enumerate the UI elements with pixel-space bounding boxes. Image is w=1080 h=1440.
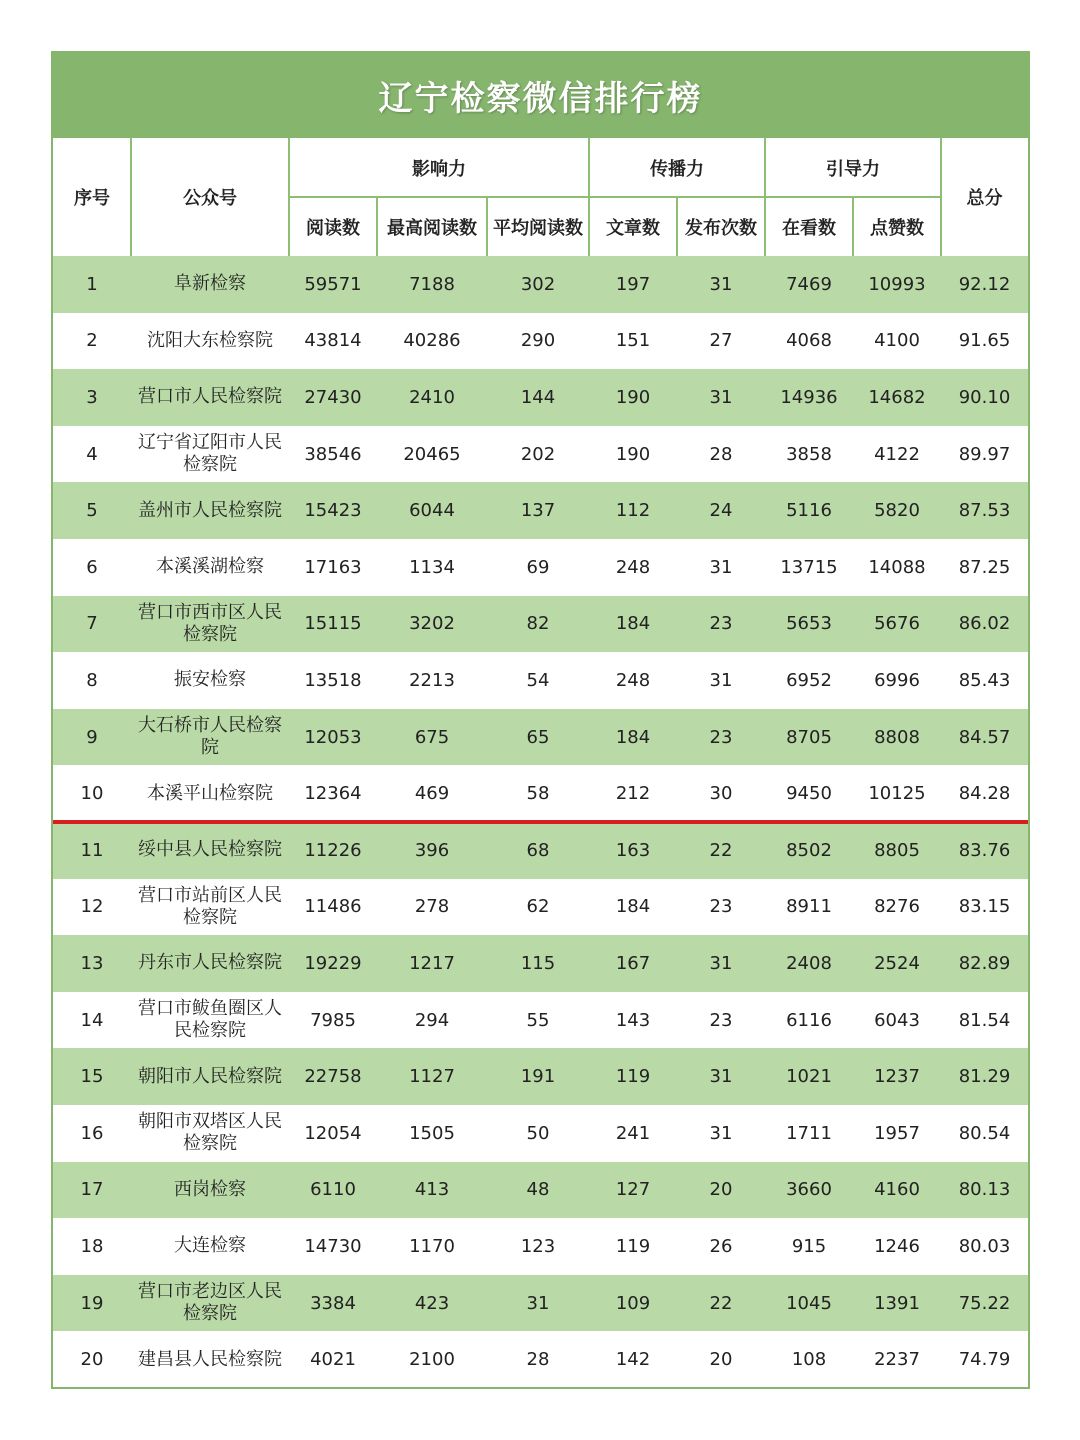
cell-reads: 3384	[310, 1292, 356, 1314]
header-articles: 文章数	[606, 217, 660, 239]
cell-likes: 8276	[874, 896, 920, 918]
cell-articles: 212	[615, 783, 651, 805]
cell-reads: 59571	[304, 273, 362, 295]
cell-max-reads: 1170	[409, 1235, 455, 1257]
header-account: 公众号	[183, 188, 237, 209]
cell-total: 81.54	[958, 1009, 1011, 1031]
table-row	[53, 992, 1028, 1049]
cell-reads: 17163	[304, 556, 362, 578]
cell-likes: 10993	[868, 273, 926, 295]
cell-max-reads: 1134	[409, 556, 455, 578]
cell-reads: 15423	[304, 500, 362, 522]
cell-total: 80.54	[958, 1122, 1011, 1144]
table-row	[53, 1105, 1028, 1162]
cell-watching: 13715	[780, 556, 838, 578]
cell-watching: 14936	[780, 386, 838, 408]
cell-account: 丹东市人民检察院	[138, 952, 282, 974]
cell-watching: 1711	[786, 1122, 832, 1144]
cell-account: 营口市人民检察院	[138, 386, 282, 408]
cell-account: 朝阳市人民检察院	[138, 1065, 282, 1087]
cell-likes: 2237	[874, 1349, 920, 1371]
cell-articles: 119	[615, 1066, 651, 1088]
cell-rank: 16	[80, 1122, 104, 1144]
cell-avg-reads: 62	[526, 896, 550, 918]
cell-reads: 12364	[304, 783, 362, 805]
cell-avg-reads: 50	[526, 1122, 550, 1144]
cell-posts: 31	[709, 669, 733, 691]
ranking-table	[51, 51, 1030, 1389]
cell-rank: 19	[80, 1292, 104, 1314]
cell-total: 81.29	[958, 1066, 1011, 1088]
cell-rank: 11	[80, 839, 104, 861]
cell-posts: 30	[709, 783, 733, 805]
cell-avg-reads: 191	[520, 1066, 556, 1088]
cell-avg-reads: 115	[520, 952, 556, 974]
cell-likes: 4100	[874, 330, 920, 352]
table-row	[53, 879, 1028, 936]
table-row	[53, 369, 1028, 426]
cell-avg-reads: 302	[520, 273, 556, 295]
cell-max-reads: 396	[414, 839, 450, 861]
cell-rank: 7	[86, 613, 98, 635]
cell-watching: 3858	[786, 443, 832, 465]
table-row	[53, 822, 1028, 879]
cell-posts: 31	[709, 1066, 733, 1088]
cell-max-reads: 1505	[409, 1122, 455, 1144]
cell-watching: 915	[791, 1235, 827, 1257]
cell-avg-reads: 137	[520, 500, 556, 522]
table-row	[53, 596, 1028, 653]
header-spread: 传播力	[650, 158, 704, 180]
cell-rank: 4	[86, 443, 98, 465]
cell-account: 大连检察	[174, 1235, 246, 1257]
cell-rank: 14	[80, 1009, 104, 1031]
cell-total: 87.25	[958, 556, 1011, 578]
cell-likes: 1246	[874, 1235, 920, 1257]
cell-reads: 13518	[304, 669, 362, 691]
cell-account: 营口市老边区人民检察院	[138, 1281, 282, 1325]
cell-likes: 5676	[874, 613, 920, 635]
cell-reads: 15115	[304, 613, 362, 635]
table-row	[53, 1218, 1028, 1275]
cell-likes: 4160	[874, 1179, 920, 1201]
cell-watching: 7469	[786, 273, 832, 295]
table-row	[53, 482, 1028, 539]
cell-posts: 22	[709, 839, 733, 861]
header-influence: 影响力	[412, 158, 466, 180]
cell-likes: 6043	[874, 1009, 920, 1031]
cell-watching: 8911	[786, 896, 832, 918]
cell-watching: 5116	[786, 500, 832, 522]
cell-watching: 6116	[786, 1009, 832, 1031]
cell-max-reads: 2410	[409, 386, 455, 408]
cell-articles: 248	[615, 556, 651, 578]
cell-total: 84.57	[958, 726, 1011, 748]
cell-watching: 1045	[786, 1292, 832, 1314]
cell-likes: 2524	[874, 952, 920, 974]
cell-reads: 38546	[304, 443, 362, 465]
header-likes: 点赞数	[870, 217, 924, 239]
cell-watching: 9450	[786, 783, 832, 805]
cell-reads: 27430	[304, 386, 362, 408]
table-row	[53, 1162, 1028, 1219]
cell-reads: 11226	[304, 839, 362, 861]
cell-rank: 9	[86, 726, 98, 748]
cell-max-reads: 423	[414, 1292, 450, 1314]
cell-total: 83.76	[958, 839, 1011, 861]
cell-reads: 7985	[310, 1009, 356, 1031]
cell-likes: 5820	[874, 500, 920, 522]
cell-articles: 241	[615, 1122, 651, 1144]
cell-likes: 4122	[874, 443, 920, 465]
cell-account: 振安检察	[174, 669, 246, 691]
cell-likes: 1391	[874, 1292, 920, 1314]
cell-watching: 3660	[786, 1179, 832, 1201]
header-watching: 在看数	[782, 217, 836, 239]
cell-articles: 112	[615, 500, 651, 522]
cell-articles: 184	[615, 726, 651, 748]
cell-rank: 5	[86, 500, 98, 522]
page-title: 辽宁检察微信排行榜	[53, 53, 1028, 138]
cell-account: 营口市鲅鱼圈区人民检察院	[138, 998, 282, 1042]
cell-articles: 163	[615, 839, 651, 861]
cell-rank: 10	[80, 783, 104, 805]
cell-likes: 6996	[874, 669, 920, 691]
cell-posts: 26	[709, 1235, 733, 1257]
cell-total: 84.28	[958, 783, 1011, 805]
cell-posts: 28	[709, 443, 733, 465]
cell-account: 盖州市人民检察院	[138, 499, 282, 521]
table-row	[53, 426, 1028, 483]
table-row	[53, 256, 1028, 313]
cell-posts: 31	[709, 273, 733, 295]
cell-total: 86.02	[958, 613, 1011, 635]
cell-reads: 4021	[310, 1349, 356, 1371]
cell-max-reads: 3202	[409, 613, 455, 635]
cell-posts: 23	[709, 896, 733, 918]
cell-rank: 6	[86, 556, 98, 578]
cell-reads: 12054	[304, 1122, 362, 1144]
cell-posts: 20	[709, 1179, 733, 1201]
cell-articles: 142	[615, 1349, 651, 1371]
cell-articles: 151	[615, 330, 651, 352]
cell-reads: 14730	[304, 1235, 362, 1257]
cell-reads: 12053	[304, 726, 362, 748]
cell-reads: 43814	[304, 330, 362, 352]
cell-avg-reads: 48	[526, 1179, 550, 1201]
cell-posts: 23	[709, 613, 733, 635]
cell-max-reads: 7188	[409, 273, 455, 295]
cell-rank: 3	[86, 386, 98, 408]
cell-rank: 1	[86, 273, 98, 295]
cell-max-reads: 6044	[409, 500, 455, 522]
cell-articles: 184	[615, 896, 651, 918]
cell-likes: 1957	[874, 1122, 920, 1144]
cell-total: 83.15	[958, 896, 1011, 918]
table-row	[53, 765, 1028, 822]
cell-watching: 1021	[786, 1066, 832, 1088]
cell-rank: 17	[80, 1179, 104, 1201]
cell-max-reads: 469	[414, 783, 450, 805]
cell-avg-reads: 290	[520, 330, 556, 352]
cell-account: 建昌县人民检察院	[138, 1348, 282, 1370]
table-row	[53, 1048, 1028, 1105]
cell-watching: 2408	[786, 952, 832, 974]
cell-account: 营口市站前区人民检察院	[138, 884, 282, 928]
cell-watching: 5653	[786, 613, 832, 635]
cell-articles: 109	[615, 1292, 651, 1314]
cell-posts: 23	[709, 1009, 733, 1031]
cell-posts: 22	[709, 1292, 733, 1314]
header-guidance: 引导力	[826, 158, 880, 180]
cell-watching: 6952	[786, 669, 832, 691]
cell-total: 75.22	[958, 1292, 1011, 1314]
cell-rank: 18	[80, 1235, 104, 1257]
cell-total: 92.12	[958, 273, 1011, 295]
cell-articles: 190	[615, 386, 651, 408]
cell-posts: 31	[709, 386, 733, 408]
cell-articles: 127	[615, 1179, 651, 1201]
cell-articles: 184	[615, 613, 651, 635]
cell-likes: 8805	[874, 839, 920, 861]
cell-max-reads: 20465	[403, 443, 461, 465]
cell-reads: 11486	[304, 896, 362, 918]
table-row	[53, 313, 1028, 370]
cell-avg-reads: 54	[526, 669, 550, 691]
cell-avg-reads: 31	[526, 1292, 550, 1314]
cell-account: 阜新检察	[174, 273, 246, 295]
cell-max-reads: 40286	[403, 330, 461, 352]
header-rank: 序号	[74, 188, 110, 209]
table-row	[53, 539, 1028, 596]
cell-articles: 197	[615, 273, 651, 295]
cell-likes: 14682	[868, 386, 926, 408]
header-max-reads: 最高阅读数	[387, 217, 477, 239]
cell-watching: 108	[791, 1349, 827, 1371]
cell-likes: 1237	[874, 1066, 920, 1088]
cell-account: 绥中县人民检察院	[138, 839, 282, 861]
table-header	[53, 138, 1028, 256]
cell-avg-reads: 28	[526, 1349, 550, 1371]
cell-watching: 8705	[786, 726, 832, 748]
cell-avg-reads: 69	[526, 556, 550, 578]
cell-total: 74.79	[958, 1349, 1011, 1371]
cell-avg-reads: 144	[520, 386, 556, 408]
cell-avg-reads: 58	[526, 783, 550, 805]
cell-articles: 248	[615, 669, 651, 691]
cell-avg-reads: 123	[520, 1235, 556, 1257]
cell-max-reads: 2213	[409, 669, 455, 691]
top10-divider	[53, 820, 1028, 824]
cell-account: 西岗检察	[174, 1178, 246, 1200]
cell-account: 辽宁省辽阳市人民检察院	[138, 432, 282, 476]
cell-total: 89.97	[958, 443, 1011, 465]
cell-likes: 10125	[868, 783, 926, 805]
cell-posts: 31	[709, 1122, 733, 1144]
cell-posts: 27	[709, 330, 733, 352]
table-row	[53, 1331, 1028, 1388]
table-row	[53, 709, 1028, 766]
header-avg-reads: 平均阅读数	[493, 217, 583, 239]
cell-likes: 14088	[868, 556, 926, 578]
cell-avg-reads: 202	[520, 443, 556, 465]
cell-rank: 8	[86, 669, 98, 691]
cell-account: 沈阳大东检察院	[147, 329, 273, 351]
cell-reads: 6110	[310, 1179, 356, 1201]
cell-total: 91.65	[958, 330, 1011, 352]
cell-rank: 20	[80, 1349, 104, 1371]
cell-max-reads: 413	[414, 1179, 450, 1201]
header-posts: 发布次数	[685, 217, 757, 239]
table-row	[53, 652, 1028, 709]
cell-articles: 190	[615, 443, 651, 465]
cell-total: 87.53	[958, 500, 1011, 522]
cell-rank: 15	[80, 1066, 104, 1088]
cell-articles: 119	[615, 1235, 651, 1257]
cell-avg-reads: 55	[526, 1009, 550, 1031]
cell-posts: 31	[709, 952, 733, 974]
cell-max-reads: 2100	[409, 1349, 455, 1371]
cell-total: 90.10	[958, 386, 1011, 408]
cell-total: 80.13	[958, 1179, 1011, 1201]
cell-posts: 20	[709, 1349, 733, 1371]
cell-account: 本溪平山检察院	[147, 782, 273, 804]
header-reads: 阅读数	[306, 217, 360, 239]
table-row	[53, 1275, 1028, 1332]
cell-posts: 23	[709, 726, 733, 748]
cell-max-reads: 278	[414, 896, 450, 918]
header-total: 总分	[966, 188, 1003, 209]
cell-account: 大石桥市人民检察院	[138, 715, 282, 759]
cell-total: 80.03	[958, 1235, 1011, 1257]
cell-articles: 167	[615, 952, 651, 974]
cell-account: 朝阳市双塔区人民检察院	[138, 1111, 282, 1155]
cell-avg-reads: 82	[526, 613, 550, 635]
cell-max-reads: 675	[414, 726, 450, 748]
cell-account: 营口市西市区人民检察院	[138, 601, 282, 645]
cell-avg-reads: 68	[526, 839, 550, 861]
cell-rank: 2	[86, 330, 98, 352]
cell-reads: 19229	[304, 952, 362, 974]
cell-max-reads: 1127	[409, 1066, 455, 1088]
table-row	[53, 935, 1028, 992]
cell-watching: 8502	[786, 839, 832, 861]
cell-rank: 13	[80, 952, 104, 974]
cell-articles: 143	[615, 1009, 651, 1031]
cell-total: 85.43	[958, 669, 1011, 691]
cell-reads: 22758	[304, 1066, 362, 1088]
cell-total: 82.89	[958, 952, 1011, 974]
cell-avg-reads: 65	[526, 726, 550, 748]
cell-watching: 4068	[786, 330, 832, 352]
cell-rank: 12	[80, 896, 104, 918]
cell-posts: 31	[709, 556, 733, 578]
cell-max-reads: 294	[414, 1009, 450, 1031]
cell-likes: 8808	[874, 726, 920, 748]
cell-max-reads: 1217	[409, 952, 455, 974]
cell-account: 本溪溪湖检察	[156, 556, 264, 578]
cell-posts: 24	[709, 500, 733, 522]
